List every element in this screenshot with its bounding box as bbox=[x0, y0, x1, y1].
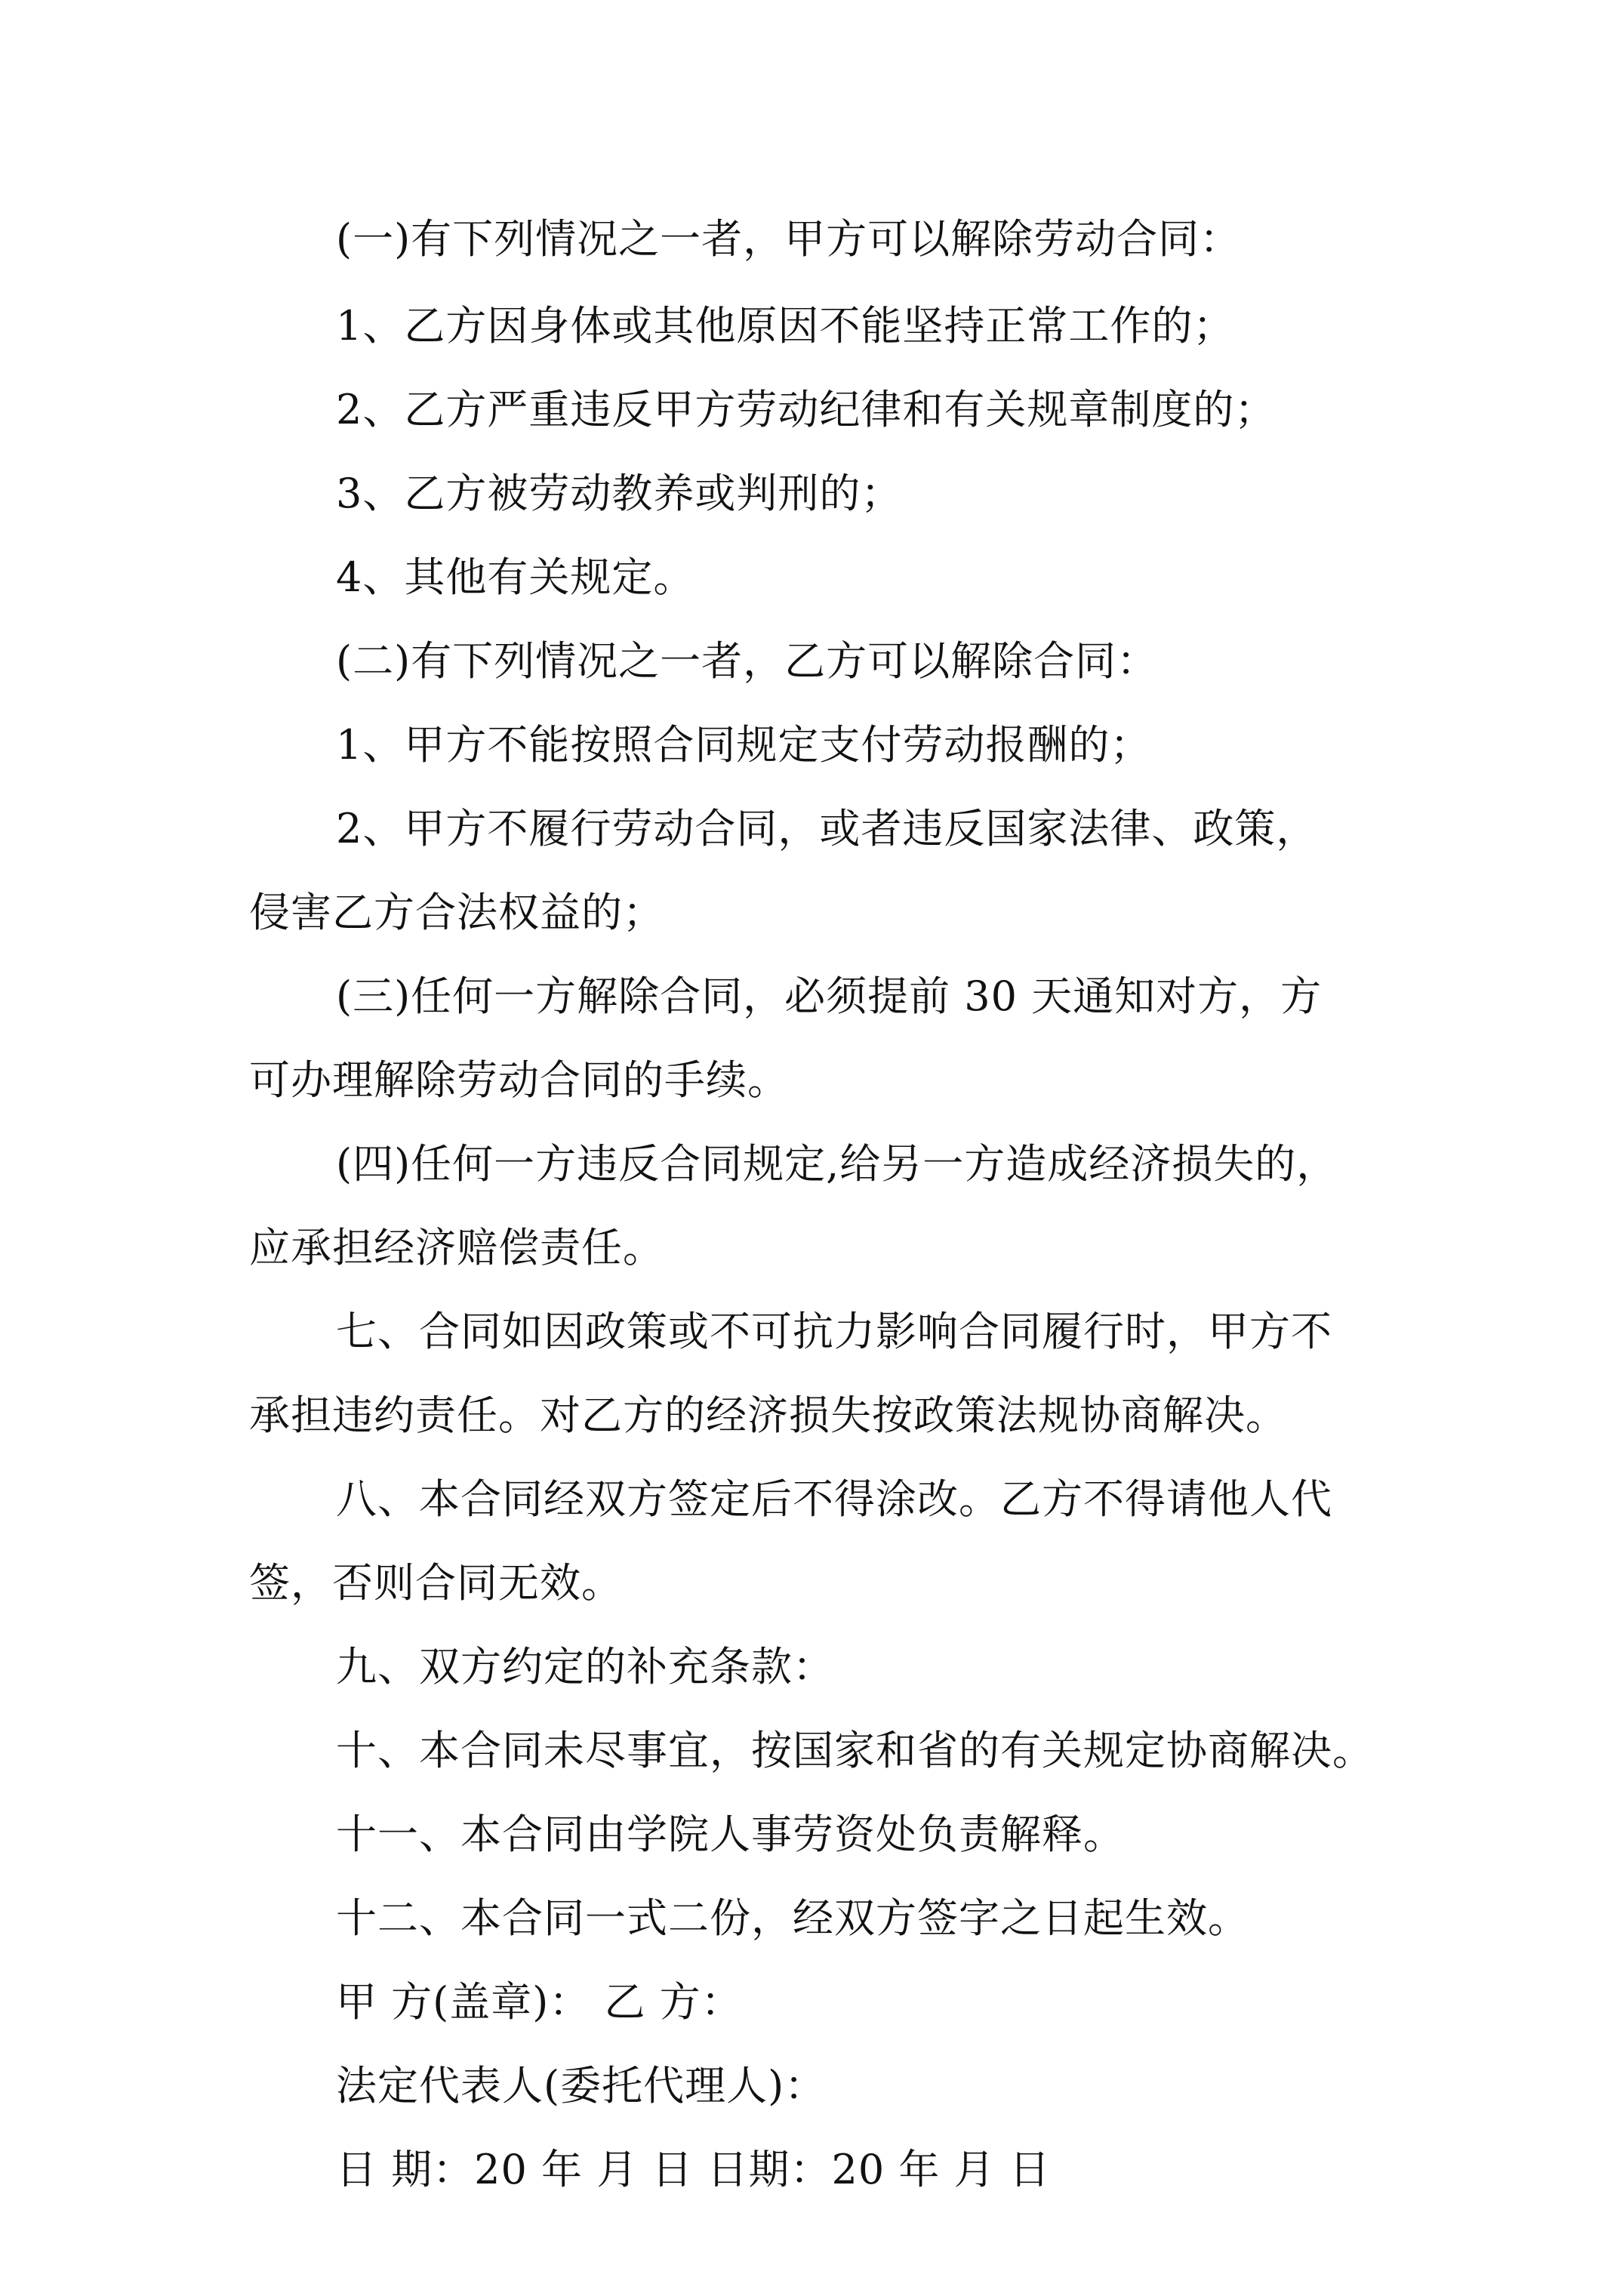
article-eleven: 十一、本合同由学院人事劳资处负责解释。 bbox=[336, 1811, 1125, 1858]
article-eight-cont: 签，否则合同无效。 bbox=[249, 1559, 623, 1607]
clause-two-heading: (二)有下列情况之一者，乙方可以解除合同： bbox=[336, 637, 1159, 685]
signature-parties: 甲 方(盖章)： 乙 方： bbox=[336, 1978, 743, 2026]
clause-two-item-2-cont: 侵害乙方合法权益的； bbox=[249, 889, 664, 936]
clause-four-cont: 应承担经济赔偿责任。 bbox=[249, 1224, 664, 1271]
clause-one-item-4: 4、其他有关规定。 bbox=[336, 553, 695, 601]
signature-dates: 日 期：20 年 月 日 日期：20 年 月 日 bbox=[336, 2146, 1051, 2193]
article-seven-cont: 承担违约责任。对乙方的经济损失按政策法规协商解决。 bbox=[249, 1391, 1287, 1439]
article-seven: 七、合同如因政策或不可抗力影响合同履行时，甲方不 bbox=[336, 1308, 1332, 1355]
article-eight: 八、本合同经双方签定后不得涂改。乙方不得请他人代 bbox=[336, 1475, 1332, 1523]
article-twelve: 十二、本合同一式二份，经双方签字之日起生效。 bbox=[336, 1894, 1249, 1942]
clause-four: (四)任何一方违反合同规定,给另一方造成经济损失的， bbox=[336, 1140, 1338, 1188]
clause-one-item-2: 2、乙方严重违反甲方劳动纪律和有关规章制度的； bbox=[336, 386, 1277, 433]
clause-three: (三)任何一方解除合同，必须提前 30 天通知对方，方 bbox=[336, 972, 1323, 1020]
clause-two-item-1: 1、甲方不能按照合同规定支付劳动报酬的； bbox=[336, 721, 1152, 769]
clause-two-item-2: 2、甲方不履行劳动合同，或者违反国家法律、政策， bbox=[336, 805, 1318, 852]
clause-three-cont: 可办理解除劳动合同的手续。 bbox=[249, 1056, 789, 1104]
article-nine: 九、双方约定的补充条款： bbox=[336, 1643, 834, 1690]
clause-one-heading: (一)有下列情况之一者，甲方可以解除劳动合同： bbox=[336, 215, 1242, 263]
clause-one-item-1: 1、乙方因身体或其他原因不能坚持正常工作的； bbox=[336, 302, 1235, 350]
article-ten: 十、本合同未尽事宜，按国家和省的有关规定协商解决。 bbox=[336, 1727, 1374, 1774]
legal-representative: 法定代表人(委托代理人)： bbox=[336, 2062, 827, 2110]
clause-one-item-3: 3、乙方被劳动教养或判刑的； bbox=[336, 470, 903, 517]
